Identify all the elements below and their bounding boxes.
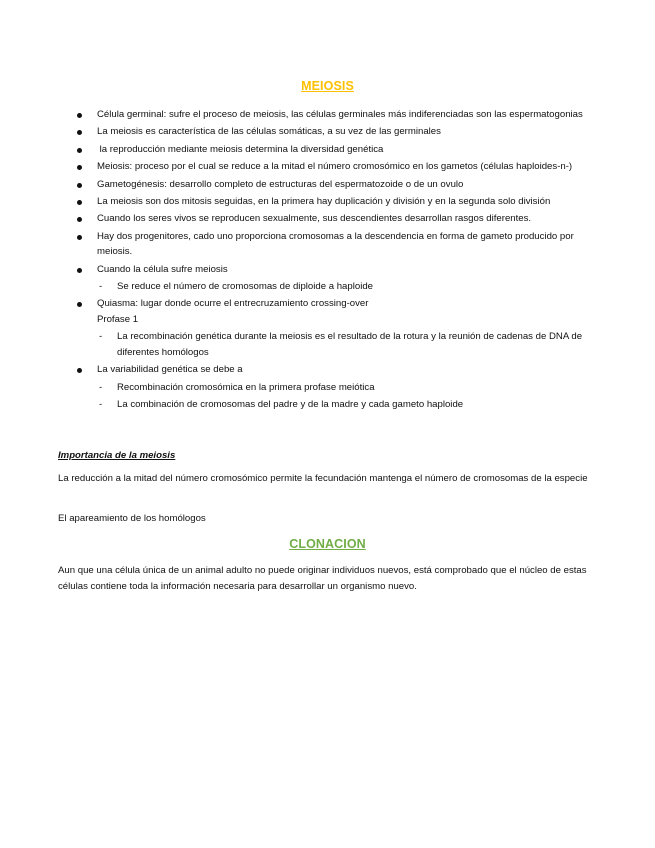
bullet-text: Quiasma: lugar donde ocurre el entrecruzamiento crossing-over: [97, 298, 369, 310]
bullet-text: Cuando los seres vivos se reproducen sexualmente, sus descendientes desarrollan rasgos diferentes.: [97, 213, 532, 225]
bullet-text: Cuando la célula sufre meiosis: [97, 263, 228, 275]
meiosis-heading: MEIOSIS: [301, 79, 354, 93]
bullet-item: [0, 362, 587, 377]
bullet-item: [0, 211, 587, 226]
dash-text: Se reduce el número de cromosomas de diploide a haploide: [117, 281, 373, 293]
importance-subheading: Importancia de la meiosis: [58, 450, 176, 461]
bullet-item: [0, 142, 587, 157]
bullet-item: [0, 262, 587, 277]
bullet-item: [0, 107, 587, 122]
bullet-item: [0, 159, 587, 174]
dash-item: [0, 329, 587, 360]
clonacion-heading: CLONACION: [289, 537, 366, 551]
dash-text: Recombinación cromosómica en la primera profase meiótica: [117, 381, 375, 393]
dash-icon: -: [99, 331, 103, 343]
homologs-paragraph: El apareamiento de los homólogos: [58, 513, 206, 524]
bullet-text: La meiosis son dos mitosis seguidas, en la primera hay duplicación y división y en la segunda solo división: [97, 196, 551, 208]
bullet-text: Meiosis: proceso por el cual se reduce a la mitad el número cromosómico en los gametos (células haploides-n-): [97, 161, 573, 173]
bullet-item: [0, 177, 587, 192]
bullet-continuation: Profase 1: [97, 313, 139, 325]
bullet-icon: [77, 130, 82, 135]
bullet-item: [0, 229, 587, 260]
bullet-item: [0, 296, 587, 327]
dash-icon: -: [99, 281, 103, 293]
dash-text: La combinación de cromosomas del padre y de la madre y cada gameto haploide: [117, 398, 464, 410]
dash-item: [0, 397, 587, 412]
bullet-icon: [77, 368, 82, 373]
dash-icon: -: [99, 381, 103, 393]
bullet-icon: [77, 200, 82, 205]
dash-item: [0, 279, 587, 294]
importance-paragraph: La reducción a la mitad del número cromosómico permite la fecundación mantenga el número de cromosomas de la especie: [58, 473, 588, 484]
bullet-icon: [77, 268, 82, 273]
bullet-text: La variabilidad genética se debe a: [97, 364, 243, 376]
bullet-text: la reproducción mediante meiosis determina la diversidad genética: [97, 143, 384, 155]
bullet-text: Gametogénesis: desarrollo completo de estructuras del espermatozoide o de un ovulo: [97, 178, 464, 190]
clonacion-paragraph: Aun que una célula única de un animal adulto no puede originar individuos nuevos, está comprobado que el núcleo de estas células contiene toda la información necesaria para desarrollar un organismo nuevo.: [58, 565, 587, 592]
dash-icon: -: [99, 398, 103, 410]
dash-text: La recombinación genética durante la meiosis es el resultado de la rotura y la reunión de cadenas de DNA de diferentes homólogos: [117, 331, 583, 358]
bullet-icon: [77, 165, 82, 170]
bullet-icon: [77, 113, 82, 118]
bullet-icon: [77, 148, 82, 153]
bullet-item: [0, 194, 587, 209]
bullet-icon: [77, 183, 82, 188]
bullet-item: [0, 124, 587, 139]
bullet-icon: [77, 217, 82, 222]
bullet-icon: [77, 235, 82, 240]
bullet-text: Célula germinal: sufre el proceso de meiosis, las células germinales más indiferenciadas son las espermatogonias: [97, 109, 583, 120]
dash-item: [0, 380, 587, 395]
bullet-icon: [77, 302, 82, 307]
bullet-text: Hay dos progenitores, cado uno proporciona cromosomas a la descendencia en forma de gameto producido por meiosis.: [97, 230, 574, 258]
bullet-text: La meiosis es característica de las células somáticas, a su vez de las germinales: [97, 126, 441, 138]
meiosis-bullet-list: [0, 107, 655, 414]
